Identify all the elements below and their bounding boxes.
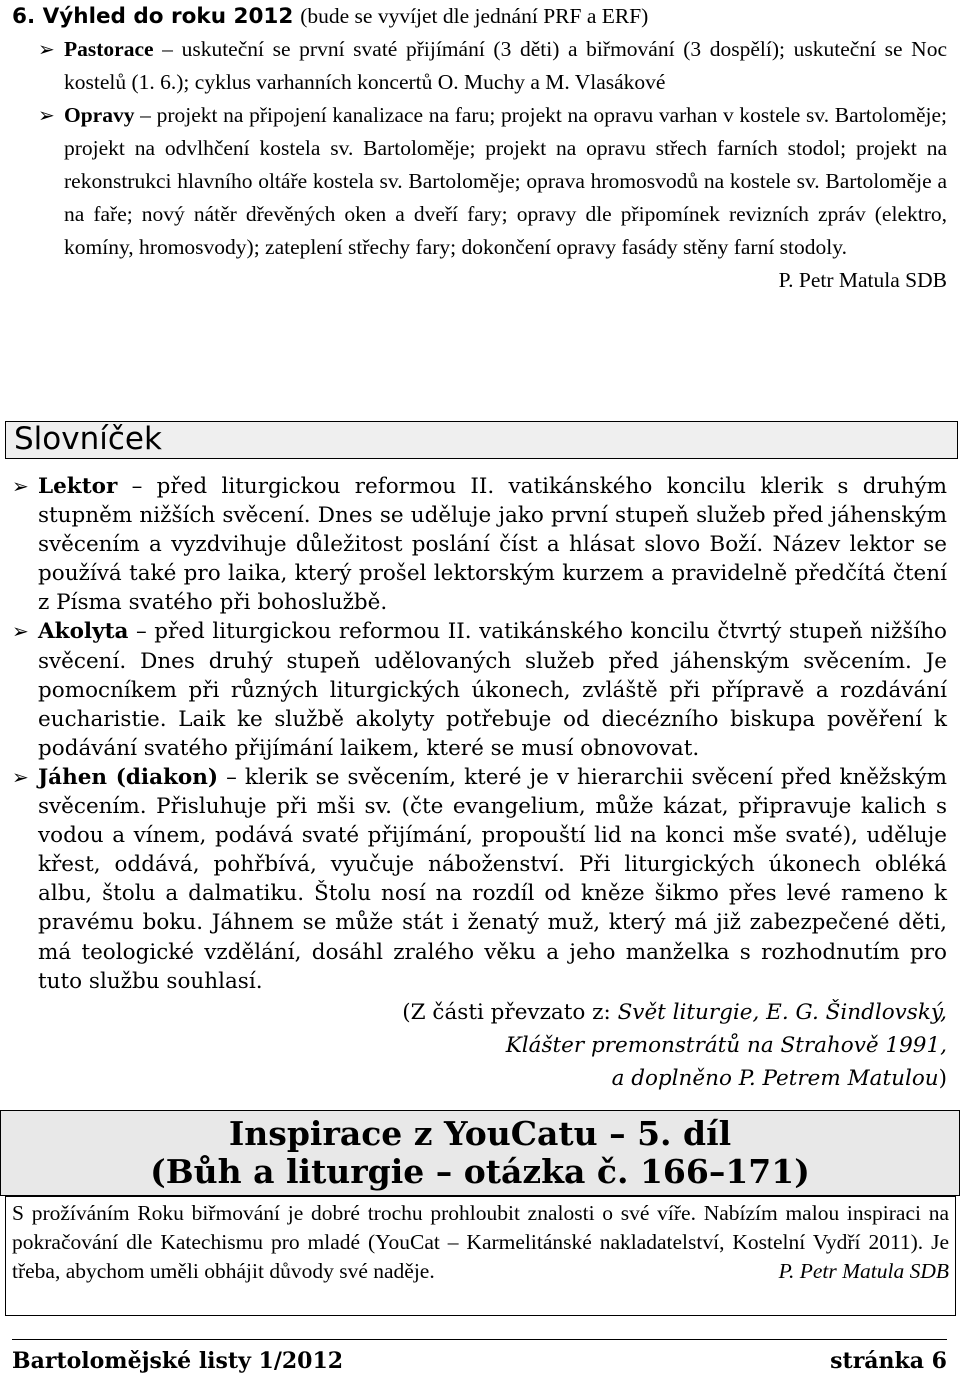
page-footer <box>12 1347 947 1375</box>
term-dash: – <box>117 474 157 499</box>
arrow-bullet-icon: ➢ <box>12 764 29 789</box>
glossary-definition: před liturgickou reformou II. vatikánského koncilu čtvrtý stupeň nižšího svěcení. Dnes druhý stupeň udělovaných služeb před jáhenským svěcením. Je pomocníkem při různých liturgických úkonech, zvláště při přípravě a rozdávání eucharistie. Laik ke službě akolyty potřebuje od diecézního biskupa pověření k podávání svatého přijímání laikem, které se musí obnovovat. <box>38 619 947 761</box>
term-dash: – <box>218 764 245 790</box>
glossary-item-lektor <box>12 472 947 617</box>
outlook-signature: P. Petr Matula SDB <box>778 268 947 292</box>
arrow-bullet-icon: ➢ <box>38 37 55 61</box>
outlook-term: Pastorace <box>64 37 154 61</box>
outlook-heading-rest: (bude se vyvíjet dle jednání PRF a ERF) <box>300 4 649 28</box>
glossary-definition: klerik se svěcením, které je v hierarchii svěcení před kněžským svěcením. Přisluhuje při mši sv. (čte evangelium, může kázat, připravuje kalich s vodou a vínem, podává svaté přijímání, propouští lid na konci mše svaté), uděluje křest, oddává, pohřbívá, vyučuje náboženství. Při liturgických úkonech obléká albu, štolu a dalmatiku. Štolu nosí na rozdíl od kněze šikmo přes levé rameno k pravému boku. Jáhnem se může stát i ženatý muž, který má již zabezpečené děti, má teologické vzdělání, dosáhl zralého věku a jeho manželka s rozhodnutím pro tuto službu souhlasí. <box>38 764 947 994</box>
footer-publication: Bartolomějské listy 1/2012 <box>12 1348 344 1374</box>
youcat-subtitle: (Bůh a liturgie – otázka č. 166–171) <box>150 1152 810 1191</box>
outlook-heading <box>12 0 947 33</box>
source-line-1: Svět liturgie, E. G. Šindlovský, <box>617 999 947 1025</box>
source-close: ) <box>938 1065 947 1091</box>
glossary-section <box>12 472 947 1095</box>
arrow-bullet-icon: ➢ <box>12 619 29 644</box>
footer-divider <box>12 1339 947 1340</box>
glossary-item-akolyta <box>12 617 947 762</box>
youcat-intro-text: S prožíváním Roku biřmování je dobré trochu prohloubit znalosti o své víře. Nabízím malou inspiraci na pokračování dle Katechismu pro mladé (YouCat – Karmelitánské nakladatelství, Kostelní Vydří 2011). Je třeba, abychom uměli obhájit důvody své naděje. <box>12 1201 949 1283</box>
term-dash: – <box>153 37 182 61</box>
term-dash: – <box>134 103 157 127</box>
outlook-heading-bold: 6. Výhled do roku 2012 <box>12 4 294 29</box>
glossary-title: Slovníček <box>14 421 162 457</box>
outlook-item-text: projekt na připojení kanalizace na faru; projekt na opravu varhan v kostele sv. Bartoloměje; projekt na odvlhčení kostela sv. Bartoloměje; projekt na opravu střech farních stodol; projekt na rekonstrukci hlavního oltáře kostela sv. Bartoloměje; oprava hromosvodů na kostele sv. Bartoloměje a na faře; nový nátěr dřevěných oken a dveří fary; opravy dle připomínek revizních zpráv (elektro, komíny, hromosvody); zateplení střechy fary; dokončení opravy fasády stěny farní stodoly. <box>64 103 948 259</box>
footer-page-number: stránka 6 <box>830 1348 947 1374</box>
youcat-signature: P. Petr Matula SDB <box>778 1259 949 1283</box>
glossary-source <box>12 996 947 1095</box>
outlook-term: Opravy <box>64 103 135 127</box>
glossary-item-jahen <box>12 763 947 996</box>
source-prefix: (Z části převzato z: <box>402 999 618 1025</box>
glossary-definition: před liturgickou reformou II. vatikánského koncilu klerik s druhým stupněm nižších svěcení. Dnes se uděluje jako první stupeň služeb před jáhenským svěcením a vyzdvihuje důležitost poslání číst a hlásat slovo Boží. Název lektor se používá také pro laika, který prošel lektorským kurzem a pravidelně předčítá čtení z Písma svatého při bohoslužbě. <box>38 474 948 616</box>
glossary-term: Lektor <box>38 474 118 499</box>
glossary-term: Akolyta <box>38 619 129 645</box>
youcat-intro-box <box>5 1196 956 1316</box>
glossary-title-box <box>5 421 958 459</box>
source-line-2: Klášter premonstrátů na Strahově 1991, <box>505 1032 947 1058</box>
outlook-section <box>12 0 947 297</box>
source-line-3: a doplněno P. Petrem Matulou <box>611 1065 939 1091</box>
outlook-item-opravy <box>12 99 947 264</box>
term-dash: – <box>128 619 155 645</box>
youcat-title: Inspirace z YouCatu – 5. díl <box>228 1114 732 1153</box>
outlook-item-pastorace <box>12 33 947 99</box>
outlook-item-text: uskuteční se první svaté přijímání (3 děti) a biřmování (3 dospělí); uskuteční se Noc kostelů (1. 6.); cyklus varhanních koncertů O. Muchy a M. Vlasákové <box>64 37 947 94</box>
arrow-bullet-icon: ➢ <box>38 103 55 127</box>
arrow-bullet-icon: ➢ <box>12 474 29 498</box>
glossary-term: Jáhen (diakon) <box>38 764 219 790</box>
youcat-title-box <box>0 1110 960 1196</box>
